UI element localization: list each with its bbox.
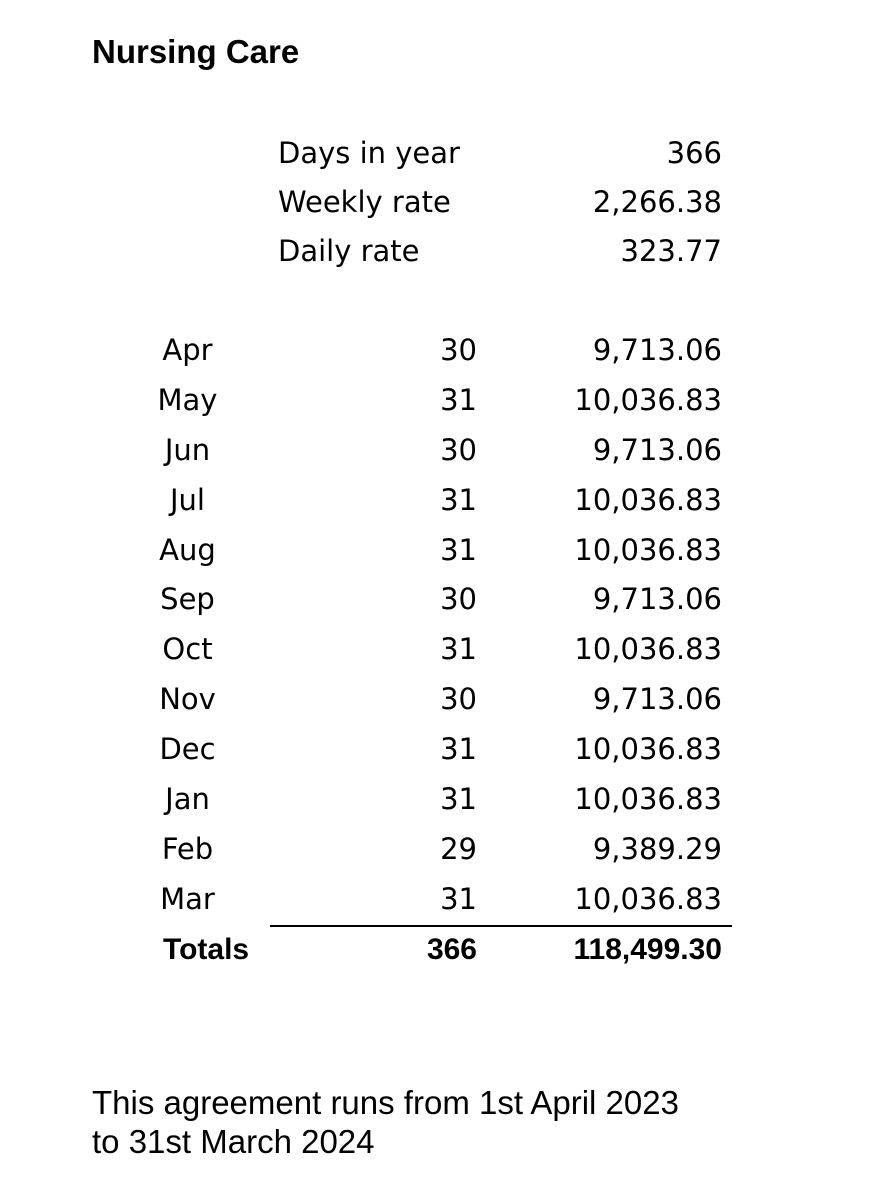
days-cell: 31 <box>440 482 477 517</box>
days-cell: 30 <box>440 582 477 617</box>
month-cell: Nov <box>159 682 216 717</box>
amount-cell: 10,036.83 <box>574 782 722 817</box>
summary-row-daily-rate <box>0 226 885 276</box>
month-cell: Mar <box>160 881 215 916</box>
table-row <box>0 875 885 925</box>
footnote-line-2: to 31st March 2024 <box>92 1123 375 1160</box>
month-cell: Jul <box>170 482 205 517</box>
summary-label: Days in year <box>278 136 460 170</box>
month-cell: Apr <box>162 333 213 367</box>
summary-row-weekly-rate <box>0 177 885 227</box>
days-cell: 29 <box>440 831 477 866</box>
month-cell: May <box>157 382 218 417</box>
month-cell: Oct <box>162 632 213 667</box>
month-cell: Jan <box>165 782 210 817</box>
summary-label: Daily rate <box>278 234 420 268</box>
monthly-breakdown-table <box>0 326 885 925</box>
table-row <box>0 775 885 825</box>
month-cell: Aug <box>159 532 216 567</box>
days-cell: 30 <box>440 682 477 717</box>
page-title: Nursing Care <box>92 33 300 70</box>
table-row <box>0 575 885 625</box>
table-row <box>0 426 885 476</box>
amount-cell: 9,389.29 <box>592 831 722 866</box>
days-cell: 31 <box>440 782 477 817</box>
table-row <box>0 825 885 875</box>
table-row <box>0 376 885 426</box>
month-cell: Feb <box>161 831 214 866</box>
summary-label: Weekly rate <box>278 185 451 219</box>
table-row <box>0 326 885 376</box>
totals-days: 366 <box>426 933 477 966</box>
agreement-footnote <box>92 1083 852 1161</box>
totals-amount: 118,499.30 <box>573 933 722 966</box>
days-cell: 30 <box>440 432 477 467</box>
table-row <box>0 625 885 675</box>
amount-cell: 10,036.83 <box>574 482 722 517</box>
amount-cell: 9,713.06 <box>592 582 722 617</box>
days-cell: 31 <box>440 632 477 667</box>
amount-cell: 10,036.83 <box>574 532 722 567</box>
amount-cell: 9,713.06 <box>592 432 722 467</box>
amount-cell: 10,036.83 <box>574 732 722 767</box>
month-cell: Dec <box>159 732 216 767</box>
days-cell: 31 <box>440 382 477 417</box>
amount-cell: 10,036.83 <box>574 881 722 916</box>
amount-cell: 9,713.06 <box>592 682 722 717</box>
table-row <box>0 675 885 725</box>
table-row <box>0 725 885 775</box>
totals-label: Totals <box>163 933 250 966</box>
days-cell: 31 <box>440 532 477 567</box>
totals-row <box>0 925 885 975</box>
days-cell: 30 <box>440 333 477 367</box>
table-row <box>0 526 885 576</box>
amount-cell: 9,713.06 <box>592 333 722 367</box>
amount-cell: 10,036.83 <box>574 382 722 417</box>
month-cell: Jun <box>164 432 211 467</box>
footnote-line-1: This agreement runs from 1st April 2023 <box>92 1084 679 1121</box>
summary-row-days-in-year <box>0 128 885 178</box>
month-cell: Sep <box>160 582 215 617</box>
summary-value: 2,266.38 <box>592 185 722 219</box>
summary-value: 323.77 <box>620 234 722 268</box>
amount-cell: 10,036.83 <box>574 632 722 667</box>
summary-value: 366 <box>666 136 722 170</box>
days-cell: 31 <box>440 881 477 916</box>
table-row <box>0 476 885 526</box>
days-cell: 31 <box>440 732 477 767</box>
